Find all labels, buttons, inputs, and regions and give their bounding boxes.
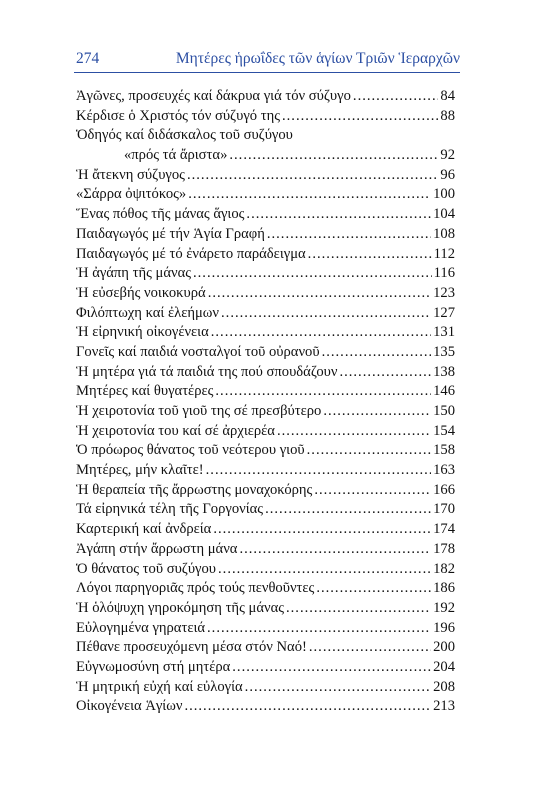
- toc-entry: [76, 422, 455, 442]
- toc-entry-page: 182: [433, 560, 455, 577]
- dot-leader: [267, 225, 431, 245]
- toc-entry-title: Πέθανε προσευχόμενη μέσα στόν Ναό!: [76, 639, 307, 656]
- toc-entry-page: 170: [433, 501, 455, 518]
- toc-entry-title: «πρός τά ἄριστα»: [124, 147, 228, 164]
- toc-entry-title: Ὁδηγός καί διδάσκαλος τοῦ συζύγου: [76, 127, 293, 144]
- running-title: Μητέρες ἡρωΐδες τῶν ἁγίων Τριῶν Ἱεραρχῶν: [175, 50, 460, 67]
- toc-entry-title: Κέρδισε ὁ Χριστός τόν σύζυγό της: [76, 107, 280, 124]
- toc-entry-title: Ἕνας πόθος τῆς μάνας ἅγιος: [76, 206, 245, 223]
- dot-leader: [307, 441, 431, 461]
- dot-leader: [221, 304, 431, 324]
- toc-entry-page: 88: [440, 107, 455, 124]
- dot-leader: [218, 560, 431, 580]
- toc-entry: [76, 107, 455, 127]
- toc-entry: [76, 560, 455, 580]
- dot-leader: [308, 245, 432, 265]
- toc-entry-title: Εὐλογημένα γηρατειά: [76, 619, 206, 636]
- toc-entry-title: Ὁ θάνατος τοῦ συζύγου: [76, 560, 217, 577]
- toc-entry: [76, 638, 455, 658]
- toc-entry: [76, 87, 455, 107]
- dot-leader: [213, 520, 431, 540]
- dot-leader: [239, 540, 431, 560]
- toc-entry: [76, 441, 455, 461]
- toc-entry: [76, 382, 455, 402]
- dot-leader: [229, 146, 438, 166]
- dot-leader: [211, 323, 431, 343]
- toc-entry-page: 174: [433, 521, 455, 538]
- toc-entry-page: 135: [433, 343, 455, 360]
- toc-entry-page: 138: [433, 363, 455, 380]
- toc-entry: [76, 500, 455, 520]
- toc-entry-page: 204: [433, 658, 455, 675]
- dot-leader: [187, 166, 438, 186]
- toc-entry-page: 213: [433, 698, 455, 715]
- toc-entry-title: Ἡ θεραπεία τῆς ἄρρωστης μοναχοκόρης: [76, 481, 313, 498]
- toc-entry-page: 127: [433, 304, 455, 321]
- dot-leader: [245, 678, 431, 698]
- toc-entry: [76, 126, 455, 146]
- toc-entry-title: Ἀγῶνες, προσευχές καί δάκρυα γιά τόν σύζυγο: [76, 88, 351, 104]
- toc-entry-page: 192: [433, 599, 455, 616]
- toc-entry-page: 154: [433, 422, 455, 439]
- toc-entry-title: Τά εἰρηνικά τέλη τῆς Γοργονίας: [76, 501, 264, 518]
- toc-entry-title: Ἡ εἰρηνική οἰκογένεια: [76, 324, 209, 341]
- toc-entry-page: 208: [433, 678, 455, 695]
- toc-entry: [76, 166, 455, 186]
- toc-entry: [76, 678, 455, 698]
- toc-entry-title: Ὁ πρόωρος θάνατος τοῦ νεότερου γιοῦ: [76, 442, 305, 459]
- toc-entry: [76, 205, 455, 225]
- toc-entry: [76, 245, 455, 265]
- dot-leader: [309, 638, 431, 658]
- toc-entry-title: Ἡ ἄτεκνη σύζυγος: [76, 166, 185, 183]
- toc-entry-page: 186: [433, 580, 455, 597]
- toc-entry-page: 166: [433, 481, 455, 498]
- dot-leader: [232, 658, 431, 678]
- dot-leader: [277, 422, 431, 442]
- toc-entry: [76, 599, 455, 619]
- toc-entry-page: 150: [433, 403, 455, 419]
- toc-entry-page: 200: [433, 639, 455, 656]
- toc-entry-title: Ἡ χειροτονία του καί σέ ἀρχιερέα: [76, 422, 275, 439]
- toc-entry-title: Παιδαγωγός μέ τήν Ἁγία Γραφή: [76, 225, 265, 242]
- toc-entry-title: Ἡ ἀγάπη τῆς μάνας: [76, 265, 191, 282]
- toc-entry: [76, 323, 455, 343]
- page-header: [74, 46, 460, 73]
- toc-entry-title: «Σάρρα ὀψιτόκος»: [76, 186, 187, 203]
- dot-leader: [322, 343, 432, 363]
- toc-entry: [76, 363, 455, 383]
- dot-leader: [265, 500, 431, 520]
- toc-entry: [76, 185, 455, 205]
- page-number: 274: [76, 50, 100, 67]
- toc-entry-page: 116: [433, 265, 455, 282]
- toc-entry-page: 112: [433, 245, 455, 262]
- toc-entry-page: 100: [433, 186, 455, 203]
- toc-entry-title: Φιλόπτωχη καί ἐλεήμων: [76, 304, 220, 321]
- toc-entry: [76, 481, 455, 501]
- dot-leader: [215, 382, 431, 402]
- toc-entry-title: Ἡ μητέρα γιά τά παιδιά της πού σπουδάζουν: [76, 363, 338, 380]
- dot-leader: [314, 481, 431, 501]
- toc-entry-title: Εὐγνωμοσύνη στή μητέρα: [76, 658, 231, 675]
- dot-leader: [184, 697, 431, 717]
- toc-entry-page: 84: [440, 88, 455, 104]
- toc-entry: [76, 284, 455, 304]
- toc-entry: [76, 304, 455, 324]
- toc-entry-page: 178: [433, 540, 455, 557]
- toc-entry-page: 163: [433, 462, 455, 479]
- dot-leader: [193, 264, 432, 284]
- toc-entry-page: 96: [440, 166, 455, 183]
- dot-leader: [188, 185, 431, 205]
- toc-entry-page: 123: [433, 284, 455, 301]
- toc-entry: [76, 402, 455, 422]
- toc-entry: [76, 343, 455, 363]
- toc-entry: [76, 619, 455, 639]
- toc-entry: [76, 520, 455, 540]
- toc-entry: [76, 658, 455, 678]
- dot-leader: [206, 461, 431, 481]
- dot-leader: [286, 599, 431, 619]
- toc-entry-title: Ἡ μητρική εὐχή καί εὐλογία: [76, 678, 243, 695]
- toc-entry-page: 196: [433, 619, 455, 636]
- toc-entry: [76, 461, 455, 481]
- toc-entry-page: 131: [433, 324, 455, 341]
- toc-entry: [76, 579, 455, 599]
- dot-leader: [316, 579, 431, 599]
- toc-entry-title: Ἀγάπη στήν ἄρρωστη μάνα: [76, 540, 238, 557]
- dot-leader: [353, 87, 438, 107]
- toc-entry: [76, 540, 455, 560]
- dot-leader: [323, 402, 431, 422]
- dot-leader: [282, 107, 438, 127]
- toc-entry-page: 108: [433, 225, 455, 242]
- table-of-contents: [76, 87, 455, 717]
- toc-entry: [76, 225, 455, 245]
- dot-leader: [208, 284, 431, 304]
- toc-entry-title: Οἰκογένεια Ἁγίων: [76, 698, 183, 715]
- dot-leader: [339, 363, 431, 383]
- toc-entry-title: Παιδαγωγός μέ τό ἐνάρετο παράδειγμα: [76, 245, 306, 262]
- toc-entry-page: 146: [433, 383, 455, 400]
- toc-entry-title: Γονεῖς καί παιδιά νοσταλγοί τοῦ οὐρανοῦ: [76, 343, 320, 360]
- toc-entry-page: 158: [433, 442, 455, 459]
- dot-leader: [246, 205, 431, 225]
- toc-entry-page: 104: [433, 206, 455, 223]
- toc-entry-title: Ἡ χειροτονία τοῦ γιοῦ της σέ πρεσβύτερο: [76, 403, 322, 419]
- toc-entry-title: Μητέρες, μήν κλαῖτε!: [76, 462, 204, 479]
- toc-entry-title: Λόγοι παρηγοριᾶς πρός τούς πενθοῦντες: [76, 580, 315, 597]
- toc-entry-page: 92: [440, 147, 455, 164]
- dot-leader: [207, 619, 431, 639]
- toc-entry: [76, 264, 455, 284]
- toc-entry-title: Καρτερική καί ἀνδρεία: [76, 521, 212, 538]
- toc-entry-title: Ἡ ὁλόψυχη γηροκόμηση τῆς μάνας: [76, 599, 284, 616]
- toc-entry-title: Ἡ εὐσεβής νοικοκυρά: [76, 284, 206, 301]
- toc-entry-title: Μητέρες καί θυγατέρες: [76, 383, 214, 400]
- toc-entry: [76, 697, 455, 717]
- toc-entry: [76, 146, 455, 166]
